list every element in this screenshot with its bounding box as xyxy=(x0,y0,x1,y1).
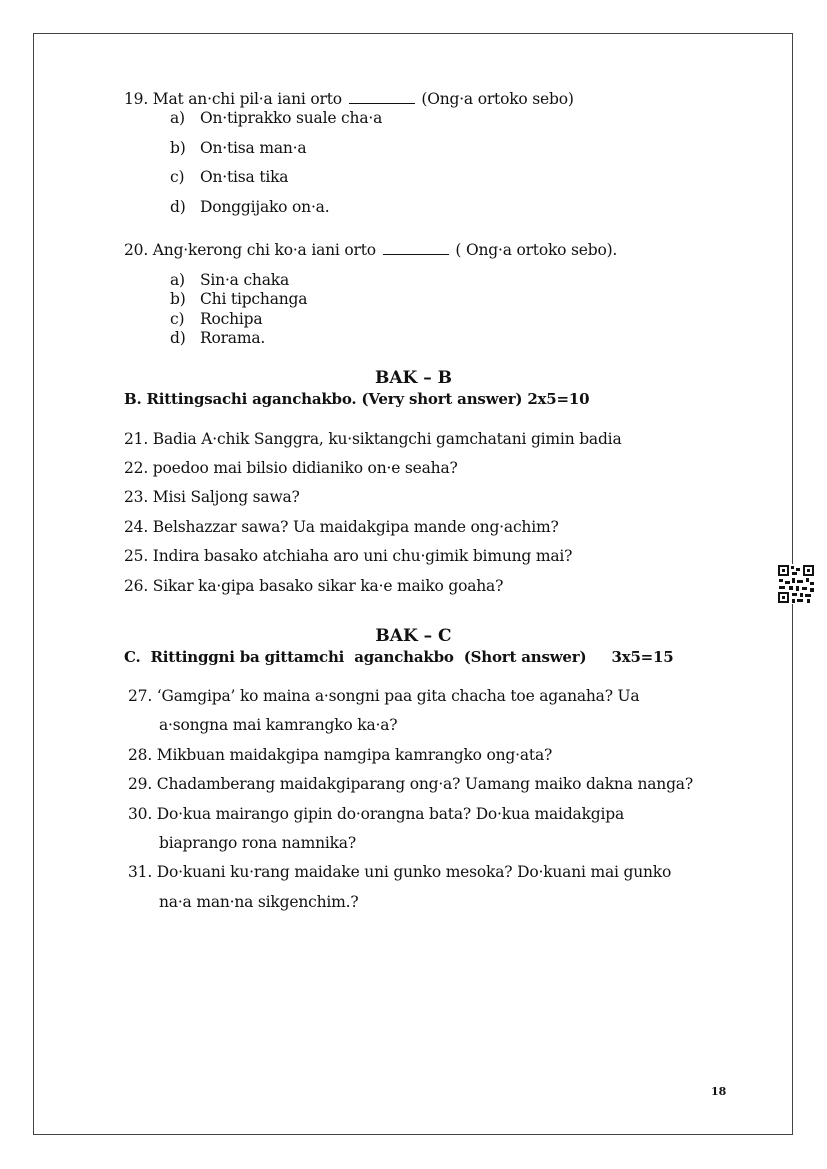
question-23: 23. Misi Saljong sawa? xyxy=(124,488,300,506)
question-30: 30. Do·kua mairango gipin do·orangna bata? Do·kua maidakgipa xyxy=(128,805,625,823)
answer-blank xyxy=(349,90,415,104)
section-c-title: C. Rittinggni ba gittamchi aganchakbo (Short answer) 3x5=15 xyxy=(124,648,674,666)
question-27-cont: a·songna mai kamrangko ka·a? xyxy=(159,716,398,734)
page-number: 18 xyxy=(711,1085,727,1098)
question-20 xyxy=(124,240,617,260)
option-19b: b) On·tisa man·a xyxy=(170,139,307,157)
question-24: 24. Belshazzar sawa? Ua maidakgipa mande ong·achim? xyxy=(124,518,559,536)
question-text: Ang·kerong chi ko·a iani orto xyxy=(152,241,376,259)
question-number: 19. xyxy=(124,90,149,108)
question-28: 28. Mikbuan maidakgipa namgipa kamrangko ong·ata? xyxy=(128,746,553,764)
option-19a: a) On·tiprakko suale cha·a xyxy=(170,109,383,127)
section-c-heading: BAK – C xyxy=(375,626,452,646)
question-hint: ( Ong·a ortoko sebo). xyxy=(455,241,618,259)
question-29: 29. Chadamberang maidakgiparang ong·a? Uamang maiko dakna nanga? xyxy=(128,775,693,793)
option-20a: a) Sin·a chaka xyxy=(170,271,289,289)
question-22: 22. poedoo mai bilsio didianiko on·e seaha? xyxy=(124,459,458,477)
option-19c: c) On·tisa tika xyxy=(170,168,289,186)
option-20c: c) Rochipa xyxy=(170,310,263,328)
section-b-title: B. Rittingsachi aganchakbo. (Very short answer) 2x5=10 xyxy=(124,390,590,408)
question-21: 21. Badia A·chik Sanggra, ku·siktangchi gamchatani gimin badia xyxy=(124,430,622,448)
question-30-cont: biaprango rona namnika? xyxy=(159,834,356,852)
question-31: 31. Do·kuani ku·rang maidake uni gunko mesoka? Do·kuani mai gunko xyxy=(128,863,672,881)
qr-code-icon xyxy=(777,564,815,604)
answer-blank xyxy=(383,241,449,255)
question-hint: (Ong·a ortoko sebo) xyxy=(421,90,574,108)
question-26: 26. Sikar ka·gipa basako sikar ka·e maiko goaha? xyxy=(124,577,504,595)
option-19d: d) Donggijako on·a. xyxy=(170,198,330,216)
option-20d: d) Rorama. xyxy=(170,329,266,347)
section-b-heading: BAK – B xyxy=(374,368,453,388)
question-text: Mat an·chi pil·a iani orto xyxy=(152,90,342,108)
question-25: 25. Indira basako atchiaha aro uni chu·gimik bimung mai? xyxy=(124,547,573,565)
question-31-cont: na·a man·na sikgenchim.? xyxy=(159,893,359,911)
question-number: 20. xyxy=(124,241,149,259)
question-27: 27. ‘Gamgipa’ ko maina a·songni paa gita chacha toe aganaha? Ua xyxy=(128,687,640,705)
option-20b: b) Chi tipchanga xyxy=(170,290,308,308)
question-19 xyxy=(124,89,574,109)
